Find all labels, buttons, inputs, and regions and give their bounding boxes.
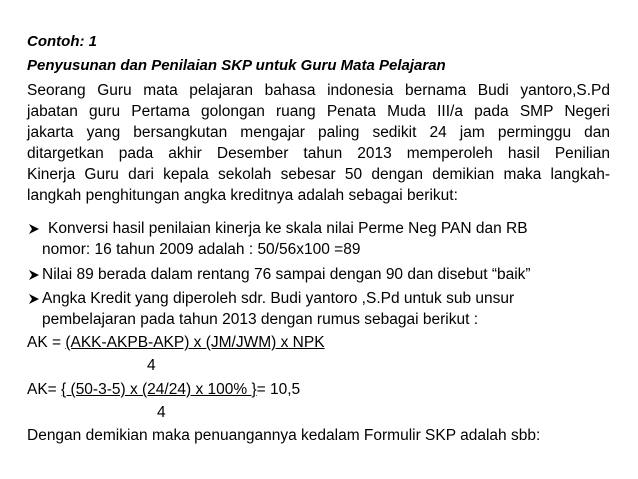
heading-title: Penyusunan dan Penilaian SKP untuk Guru Mata Pelajaran — [27, 57, 446, 74]
formula-1-denominator: 4 — [147, 357, 156, 374]
formula-2-denominator: 4 — [157, 404, 166, 421]
bullet-1-line-1: Konversi hasil penilaian kinerja ke skala nilai Perme Neg PAN dan RB — [48, 220, 528, 237]
closing-sentence: Dengan demikian maka penuangannya kedalam Formulir SKP adalah sbb: — [27, 427, 541, 444]
formula-2-numerator: { (50-3-5) x (24/24) x 100% } — [61, 381, 257, 398]
formula-2-prefix: AK= — [27, 381, 62, 398]
paragraph-line-5: Kinerja Guru dari kepala sekolah sebesar 50 dengan demikian maka langkah- — [27, 166, 610, 183]
heading-example-number: Contoh: 1 — [27, 33, 97, 50]
arrow-bullet-icon — [27, 289, 41, 308]
formula-2-result: = 10,5 — [256, 381, 301, 398]
formula-1-numerator: (AKK-AKPB-AKP) x (JM/JWM) x NPK — [65, 334, 325, 351]
bullet-3-line-1: Angka Kredit yang diperoleh sdr. Budi yantoro ,S.Pd untuk sub unsur — [42, 290, 515, 307]
paragraph-line-4: ditargetkan pada akhir Desember tahun 2013 memperoleh hasil Penilian — [27, 145, 610, 162]
paragraph-line-2: jabatan guru Pertama golongan ruang Penata Muda III/a pada SMP Negeri — [27, 103, 610, 120]
formula-2 — [27, 380, 300, 399]
bullet-3-line-2: pembelajaran pada tahun 2013 dengan rumus sebagai berikut : — [42, 311, 479, 328]
arrow-bullet-icon — [27, 219, 41, 238]
formula-1-prefix: AK = — [27, 334, 66, 351]
bullet-1-line-2: nomor: 16 tahun 2009 adalah : 50/56x100 =89 — [42, 241, 361, 258]
arrow-bullet-icon — [27, 265, 41, 284]
paragraph-line-3: jakarta yang bersangkutan mengajar paling sedikit 24 jam perminggu dan — [27, 124, 610, 141]
paragraph-line-6: langkah penghitungan angka kreditnya adalah sebagai berikut: — [27, 187, 458, 204]
paragraph-line-1: Seorang Guru mata pelajaran bahasa indonesia bernama Budi yantoro,S.Pd — [27, 82, 610, 99]
bullet-2-line: Nilai 89 berada dalam rentang 76 sampai dengan 90 dan disebut “baik” — [42, 266, 531, 283]
formula-1 — [27, 333, 325, 352]
